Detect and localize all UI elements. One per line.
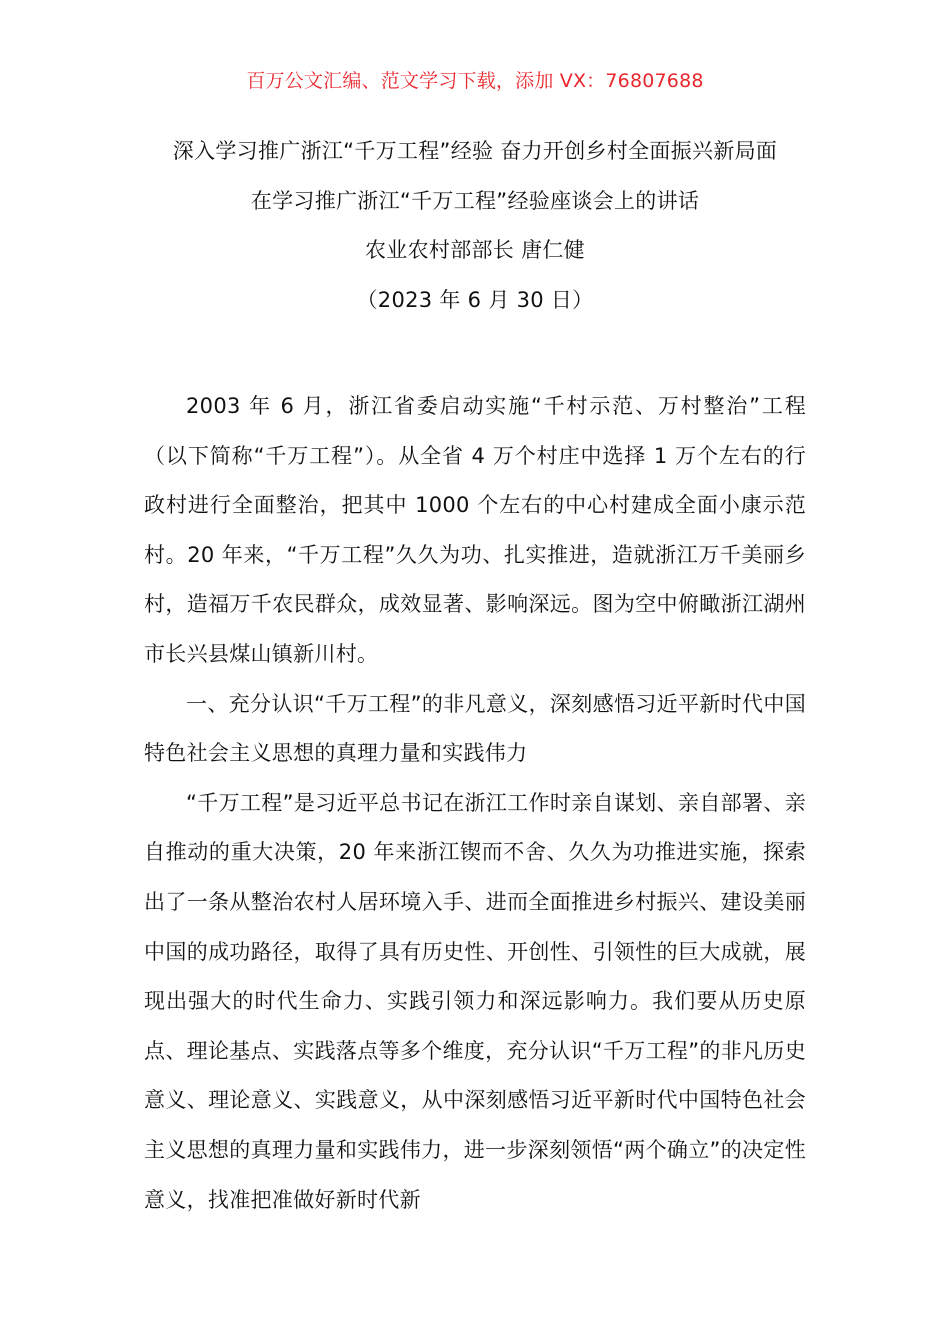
document-date: （2023 年 6 月 30 日） <box>356 288 594 312</box>
body-paragraph-intro: 2003 年 6 月，浙江省委启动实施“千村示范、万村整治”工程（以下简称“千万工程”）。从全省 4 万个村庄中选择 1 万个左右的行政村进行全面整治，把其中 1000 个左右的中心村建成全面小康示范村。20 年来，“千万工程”久久为功、扎实推进，造就浙江万千美丽乡村，造福万千农民群众，成效显著、影响深远。图为空中俯瞰浙江湖州市长兴县煤山镇新川村。 <box>144 394 806 666</box>
document-title: 深入学习推广浙江“千万工程”经验 奋力开创乡村全面振兴新局面 <box>172 139 778 163</box>
promo-banner: 百万公文汇编、范文学习下载，添加 VX：76807688 <box>246 70 704 92</box>
document-body <box>144 382 806 1225</box>
document-author: 农业农村部部长 唐仁健 <box>365 238 585 262</box>
body-paragraph-section-1: “千万工程”是习近平总书记在浙江工作时亲自谋划、亲自部署、亲自推动的重大决策，20 年来浙江锲而不舍、久久为功推进实施，探索出了一条从整治农村人居环境入手、进而全面推进乡村振兴、建设美丽中国的成功路径，取得了具有历史性、开创性、引领性的巨大成就，展现出强大的时代生命力、实践引领力和深远影响力。我们要从历史原点、理论基点、实践落点等多个维度，充分认识“千万工程”的非凡历史意义、理论意义、实践意义，从中深刻感悟习近平新时代中国特色社会主义思想的真理力量和实践伟力，进一步深刻领悟“两个确立”的决定性意义，找准把准做好新时代新 <box>144 790 806 1212</box>
section-heading-1: 一、充分认识“千万工程”的非凡意义，深刻感悟习近平新时代中国特色社会主义思想的真理力量和实践伟力 <box>144 691 806 766</box>
document-subtitle: 在学习推广浙江“千万工程”经验座谈会上的讲话 <box>250 189 700 213</box>
